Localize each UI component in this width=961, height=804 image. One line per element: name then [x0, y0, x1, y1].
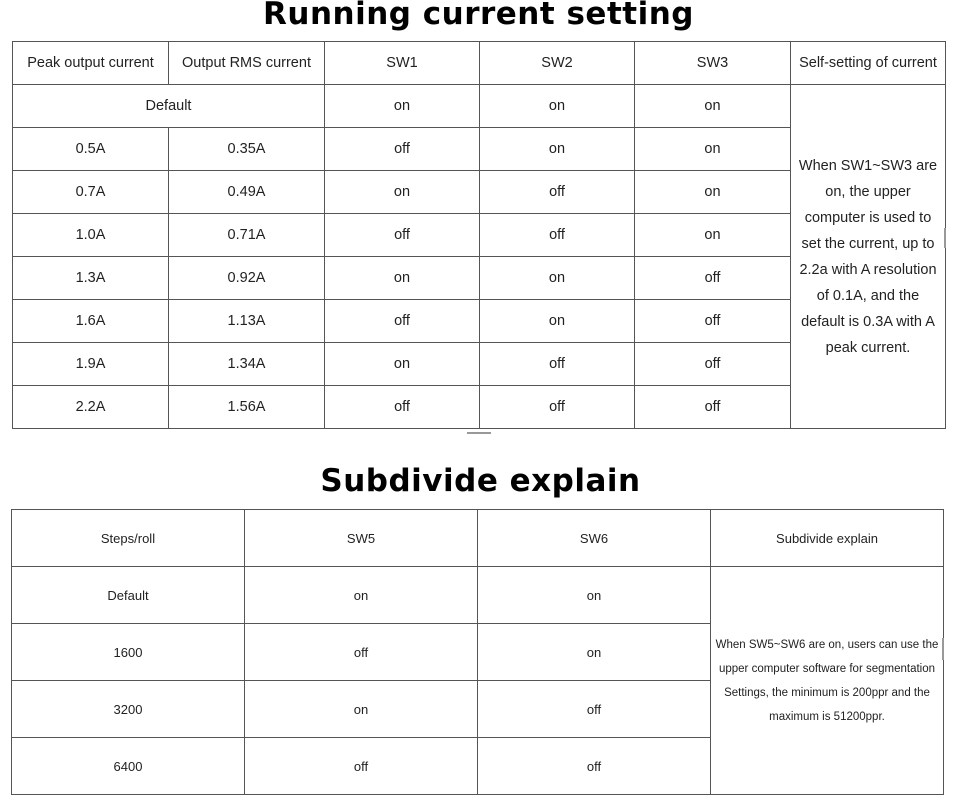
- sw5-state: on: [245, 681, 478, 738]
- header-sw2: SW2: [480, 42, 635, 85]
- sw3-state: off: [635, 300, 791, 343]
- default-sw6: on: [478, 567, 711, 624]
- subdivide-title: Subdivide explain: [320, 463, 641, 499]
- rms-current: 1.56A: [169, 386, 325, 429]
- running-current-title: Running current setting: [263, 0, 694, 32]
- sw3-state: on: [635, 214, 791, 257]
- sw1-state: off: [325, 386, 480, 429]
- sw3-state: off: [635, 386, 791, 429]
- subdivide-table: [11, 509, 944, 795]
- default-label: Default: [12, 567, 245, 624]
- sw2-state: off: [480, 343, 635, 386]
- sw2-state: on: [480, 300, 635, 343]
- sw6-state: off: [478, 738, 711, 795]
- sw1-state: off: [325, 214, 480, 257]
- sw6-state: on: [478, 624, 711, 681]
- sw2-state: on: [480, 257, 635, 300]
- default-label: Default: [13, 85, 325, 128]
- sw2-state: off: [480, 214, 635, 257]
- header-self-setting: Self-setting of current: [791, 42, 946, 85]
- sw2-state: on: [480, 128, 635, 171]
- steps-value: 6400: [12, 738, 245, 795]
- header-output-rms-current: Output RMS current: [169, 42, 325, 85]
- sw1-state: off: [325, 128, 480, 171]
- header-sw1: SW1: [325, 42, 480, 85]
- peak-current: 1.6A: [13, 300, 169, 343]
- steps-value: 1600: [12, 624, 245, 681]
- sw5-state: off: [245, 624, 478, 681]
- table-divider-mark: [467, 432, 491, 434]
- table-header-row: [12, 510, 944, 567]
- sw1-state: on: [325, 343, 480, 386]
- header-subdivide-explain: Subdivide explain: [711, 510, 944, 567]
- header-sw5: SW5: [245, 510, 478, 567]
- sw1-state: on: [325, 257, 480, 300]
- table-divider-mark: [942, 638, 944, 660]
- rms-current: 1.13A: [169, 300, 325, 343]
- table-row-default: [13, 85, 946, 128]
- sw1-state: on: [325, 171, 480, 214]
- header-sw3: SW3: [635, 42, 791, 85]
- running-current-table: [12, 41, 946, 429]
- peak-current: 2.2A: [13, 386, 169, 429]
- sw6-state: off: [478, 681, 711, 738]
- rms-current: 0.92A: [169, 257, 325, 300]
- peak-current: 0.7A: [13, 171, 169, 214]
- rms-current: 0.35A: [169, 128, 325, 171]
- rms-current: 1.34A: [169, 343, 325, 386]
- sw3-state: off: [635, 257, 791, 300]
- peak-current: 1.3A: [13, 257, 169, 300]
- rms-current: 0.49A: [169, 171, 325, 214]
- sw2-state: off: [480, 386, 635, 429]
- subdivide-note: When SW5~SW6 are on, users can use the upper computer software for segmentation Settings, the minimum is 200ppr and the maximum is 51200ppr.: [711, 567, 944, 795]
- default-sw2: on: [480, 85, 635, 128]
- steps-value: 3200: [12, 681, 245, 738]
- header-steps-roll: Steps/roll: [12, 510, 245, 567]
- sw5-state: off: [245, 738, 478, 795]
- self-setting-note: When SW1~SW3 are on, the upper computer is used to set the current, up to 2.2a with A resolution of 0.1A, and the default is 0.3A with A peak current.: [791, 85, 946, 429]
- peak-current: 1.0A: [13, 214, 169, 257]
- peak-current: 1.9A: [13, 343, 169, 386]
- sw3-state: on: [635, 128, 791, 171]
- default-sw5: on: [245, 567, 478, 624]
- peak-current: 0.5A: [13, 128, 169, 171]
- sw3-state: on: [635, 171, 791, 214]
- sw2-state: off: [480, 171, 635, 214]
- header-peak-output-current: Peak output current: [13, 42, 169, 85]
- table-row-default: [12, 567, 944, 624]
- default-sw1: on: [325, 85, 480, 128]
- table-divider-mark: [944, 228, 946, 248]
- sw3-state: off: [635, 343, 791, 386]
- default-sw3: on: [635, 85, 791, 128]
- sw1-state: off: [325, 300, 480, 343]
- table-header-row: [13, 42, 946, 85]
- header-sw6: SW6: [478, 510, 711, 567]
- rms-current: 0.71A: [169, 214, 325, 257]
